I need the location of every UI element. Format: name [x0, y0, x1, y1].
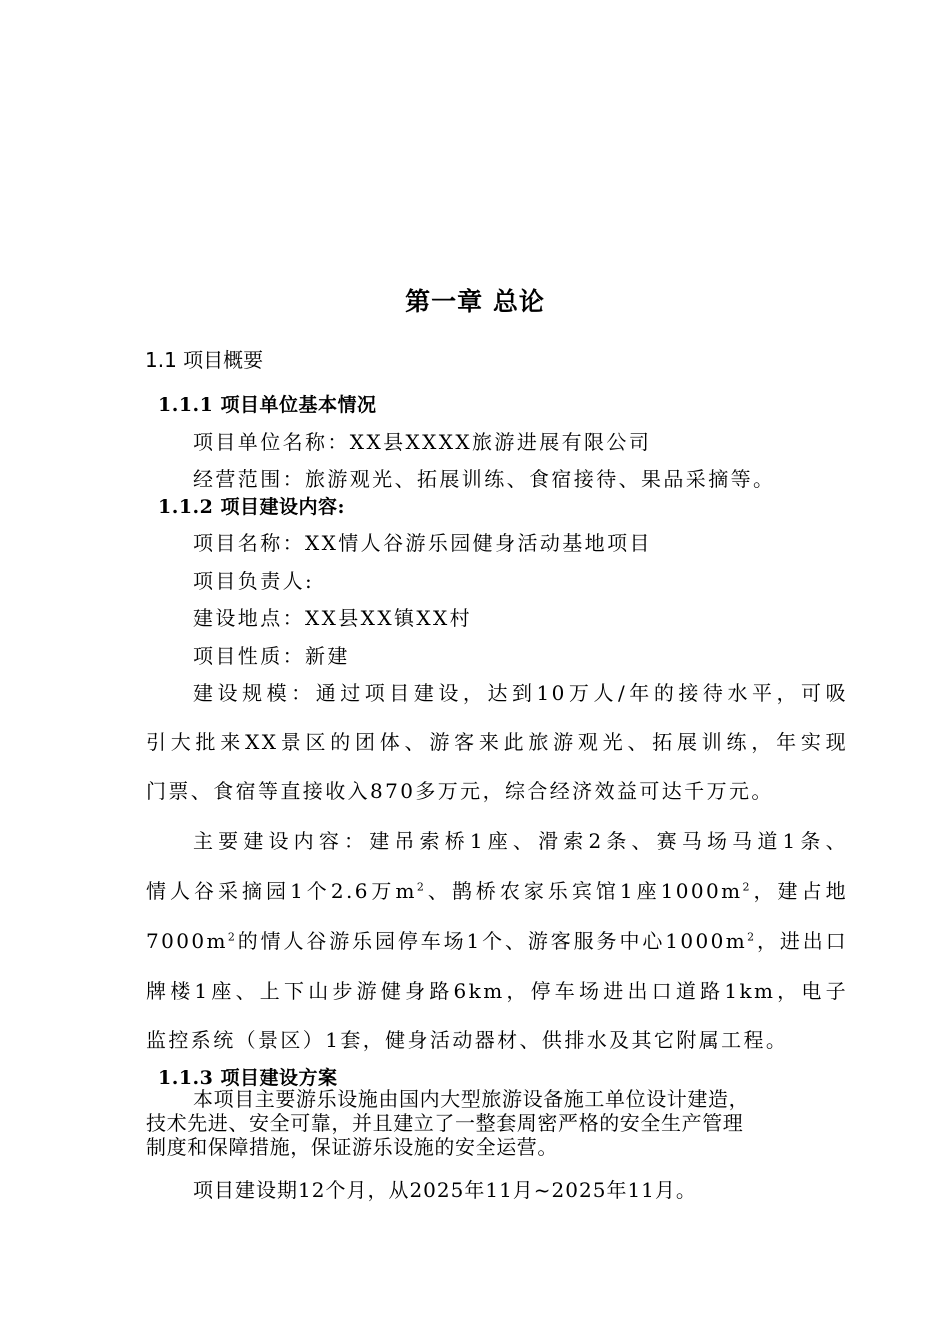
main-content-line-2: 情人谷采摘园1个2.6万$m^2$、鹊桥农家乐宾馆1座$1000m^2$，建占地 [146, 879, 848, 903]
main-content-line-5: 监控系统（景区）1套，健身活动器材、供排水及其它附属工程。 [146, 1028, 789, 1052]
subsection-heading-1-1-2: 1.1.2 项目建设内容: [158, 496, 346, 518]
subsection-heading-1-1-1: 1.1.1 项目单位基本情况 [158, 394, 377, 416]
business-scope-line: 经营范围：旅游观光、拓展训练、食宿接待、果品采摘等。 [193, 467, 776, 491]
project-name-line: 项目名称：XX情人谷游乐园健身活动基地项目 [193, 531, 652, 555]
section-heading-1-1: 1.1 项目概要 [145, 348, 264, 372]
subsection-heading-1-1-3: 1.1.3 项目建设方案 [158, 1067, 338, 1089]
scale-line-1: 建设规模：通过项目建设，达到10万人/年的接待水平，可吸 [193, 681, 848, 705]
unit-name-line: 项目单位名称：XX县XXXX旅游进展有限公司 [193, 430, 652, 454]
construction-period-line: 项目建设期12个月，从2025年11月~2025年11月。 [193, 1178, 697, 1202]
main-content-line-4: 牌楼1座、上下山步游健身路6km，停车场进出口道路1km，电子 [146, 979, 848, 1003]
scale-line-3: 门票、食宿等直接收入870多万元，综合经济效益可达千万元。 [146, 779, 774, 803]
location-line: 建设地点：XX县XX镇XX村 [193, 606, 473, 630]
nature-line: 项目性质：新建 [193, 644, 350, 668]
main-content-line-3: $7000m^2$的情人谷游乐园停车场1个、游客服务中心$1000m^2$，进出口 [146, 929, 849, 953]
plan-line-3: 制度和保障措施，保证游乐设施的安全运营。 [146, 1135, 558, 1159]
plan-line-1: 本项目主要游乐设施由国内大型旅游设备施工单位设计建造， [193, 1087, 750, 1111]
project-leader-line: 项目负责人: [193, 569, 315, 593]
plan-line-2: 技术先进、安全可靠，并且建立了一整套周密严格的安全生产管理 [146, 1111, 744, 1135]
main-content-line-1: 主要建设内容：建吊索桥1座、滑索2条、赛马场马道1条、 [193, 829, 848, 853]
chapter-title: 第一章 总论 [405, 287, 545, 316]
scale-line-2: 引大批来XX景区的团体、游客来此旅游观光、拓展训练，年实现 [146, 730, 848, 754]
